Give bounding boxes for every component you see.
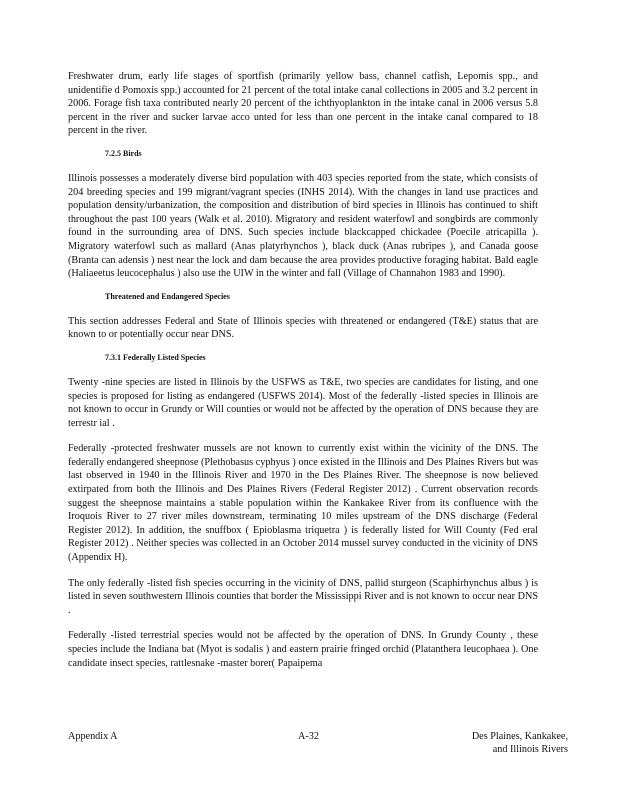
document-body [68, 70, 538, 670]
heading-birds: 7.2.5 Birds [105, 148, 142, 158]
paragraph-terrestrial: Federally -listed terrestrial species would not be affected by the operation of DNS. In Grundy County , these species include the Indiana bat (Myot is sodalis ) and eastern prairie fringed orchid (Platanthera leucophaea ). One candidate insect species, rattlesnake -master borer( Papaipema [68, 630, 538, 669]
footer-title-line2: and Illinois Rivers [492, 744, 568, 755]
paragraph-federal-listing: Twenty -nine species are listed in Illinois by the USFWS as T&E, two species are candidates for listing, and one species is proposed for listing as endangered (USFWS 2014). Most of the federally -listed species in Illinois are not known to occur in Grundy or Will counties or would not be affected by the operation of DNS because they are terrestr ial . [68, 376, 538, 429]
footer-appendix: Appendix A [68, 731, 118, 742]
paragraph-pallid-sturgeon: The only federally -listed fish species occurring in the vicinity of DNS, pallid sturgeon (Scaphirhynchus albus ) is listed in seven southwestern Illinois counties that border the Mississippi River and is not known to occur near DNS . [68, 577, 538, 616]
paragraph-fish-larvae: Freshwater drum, early life stages of sportfish (primarily yellow bass, channel catfish, Lepomis spp., and unidentifie d Pomoxis spp.) accounted for 21 percent of the total intake canal collections in 2005 and 3.2 percent in 2006. Forage fish taxa contributed nearly 20 percent of the ichthyoplankton in the intake canal in 2006 versus 5.8 percent in the river and sucker larvae acco unted for less than one percent in the intake canal compared to 18 percent in the river. [68, 71, 538, 137]
footer-title-line1: Des Plaines, Kankakee, [471, 731, 568, 742]
paragraph-mussels: Federally -protected freshwater mussels are not known to currently exist within the vicinity of the DNS. The federally endangered sheepnose (Plethobasus cyphyus ) once existed in the Illinois and Des Plaines Rivers but was last observed in 1940 in the Illinois River and 1970 in the Des Plaines River. The sheepnose is now believed extirpated from both the Illinois and Des Plaines Rivers (Federal Register 2012) . Current observation records suggest the sheepnose maintains a stable population within the Kankakee River from its confluence with the Iroquois River to 27 river miles downstream, terminating 10 miles upstream of the DNS discharge (Federal Register 2012). In addition, the snuffbox ( Epioblasma triquetra ) is federally listed for Will County (Fed eral Register 2012) . Neither species was collected in an October 2014 mussel survey conducted in the vicinity of DNS (Appendix H). [68, 443, 538, 564]
heading-federally-listed: 7.3.1 Federally Listed Species [105, 352, 206, 362]
paragraph-te-intro: This section addresses Federal and State of Illinois species with threatened or endangered (T&E) status that are known to or potentially occur near DNS. [68, 315, 538, 341]
paragraph-birds: Illinois possesses a moderately diverse bird population with 403 species reported from the state, which consists of 204 breeding species and 199 migrant/vagrant species (INHS 2014). With the changes in land use practices and population density/urbanization, the composition and distribution of bird species in Illinois has continued to shift throughout the past 100 years (Walk et al. 2010). Migratory and resident waterfowl and songbirds are commonly found in the surrounding area of DNS. Such species include blackcapped chickadee (Poecile atricapilla ). Migratory waterfowl such as mallard (Anas platyrhynchos ), black duck (Anas rubripes ), and Canada goose (Branta can adensis ) nest near the lock and dam because the area provides productive foraging habitat. Bald eagle (Haliaeetus leucocephalus ) also use the UIW in the winter and fall (Village of Channahon 1983 and 1990). [68, 172, 538, 280]
heading-threatened-endangered: Threatened and Endangered Species [105, 291, 230, 301]
footer-page-number: A-32 [298, 731, 319, 742]
footer-title [472, 730, 568, 756]
